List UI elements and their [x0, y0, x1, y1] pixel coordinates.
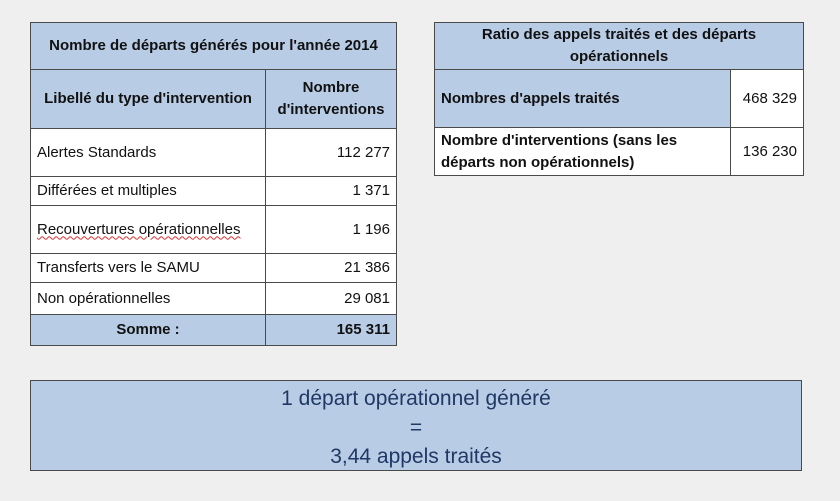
row-value: 468 329	[731, 70, 804, 128]
table-row	[435, 128, 804, 176]
row-label: Nombres d'appels traités	[435, 70, 731, 128]
col-value-header: Nombre d'interventions	[266, 70, 397, 129]
table-row	[31, 206, 397, 254]
ratio-table	[434, 22, 804, 176]
sum-value: 165 311	[266, 315, 397, 346]
row-label: Alertes Standards	[31, 129, 266, 177]
table-row	[31, 129, 397, 177]
col-label-header: Libellé du type d'intervention	[31, 70, 266, 129]
ratio-table-title: Ratio des appels traités et des départs opérationnels	[435, 23, 804, 70]
table-row	[435, 70, 804, 128]
departs-table	[30, 22, 397, 346]
departs-table-title: Nombre de départs générés pour l'année 2014	[31, 23, 397, 70]
row-value: 136 230	[731, 128, 804, 176]
row-label: Transferts vers le SAMU	[31, 254, 266, 283]
row-label	[31, 206, 266, 254]
result-line-1: 1 départ opérationnel généré	[281, 387, 551, 410]
row-label-text: Recouvertures opérationnelles	[37, 220, 241, 238]
row-label: Nombre d'interventions (sans les départs non opérationnels)	[435, 128, 731, 176]
row-label: Différées et multiples	[31, 177, 266, 206]
row-value: 1 196	[266, 206, 397, 254]
result-equals: =	[409, 416, 423, 439]
table-row	[31, 177, 397, 206]
result-box	[30, 380, 802, 471]
sum-label: Somme :	[31, 315, 266, 346]
table-row	[31, 283, 397, 315]
sum-row	[31, 315, 397, 346]
row-value: 29 081	[266, 283, 397, 315]
result-line-3: 3,44 appels traités	[330, 445, 502, 468]
row-value: 1 371	[266, 177, 397, 206]
row-label: Non opérationnelles	[31, 283, 266, 315]
row-value: 21 386	[266, 254, 397, 283]
row-value: 112 277	[266, 129, 397, 177]
table-row	[31, 254, 397, 283]
